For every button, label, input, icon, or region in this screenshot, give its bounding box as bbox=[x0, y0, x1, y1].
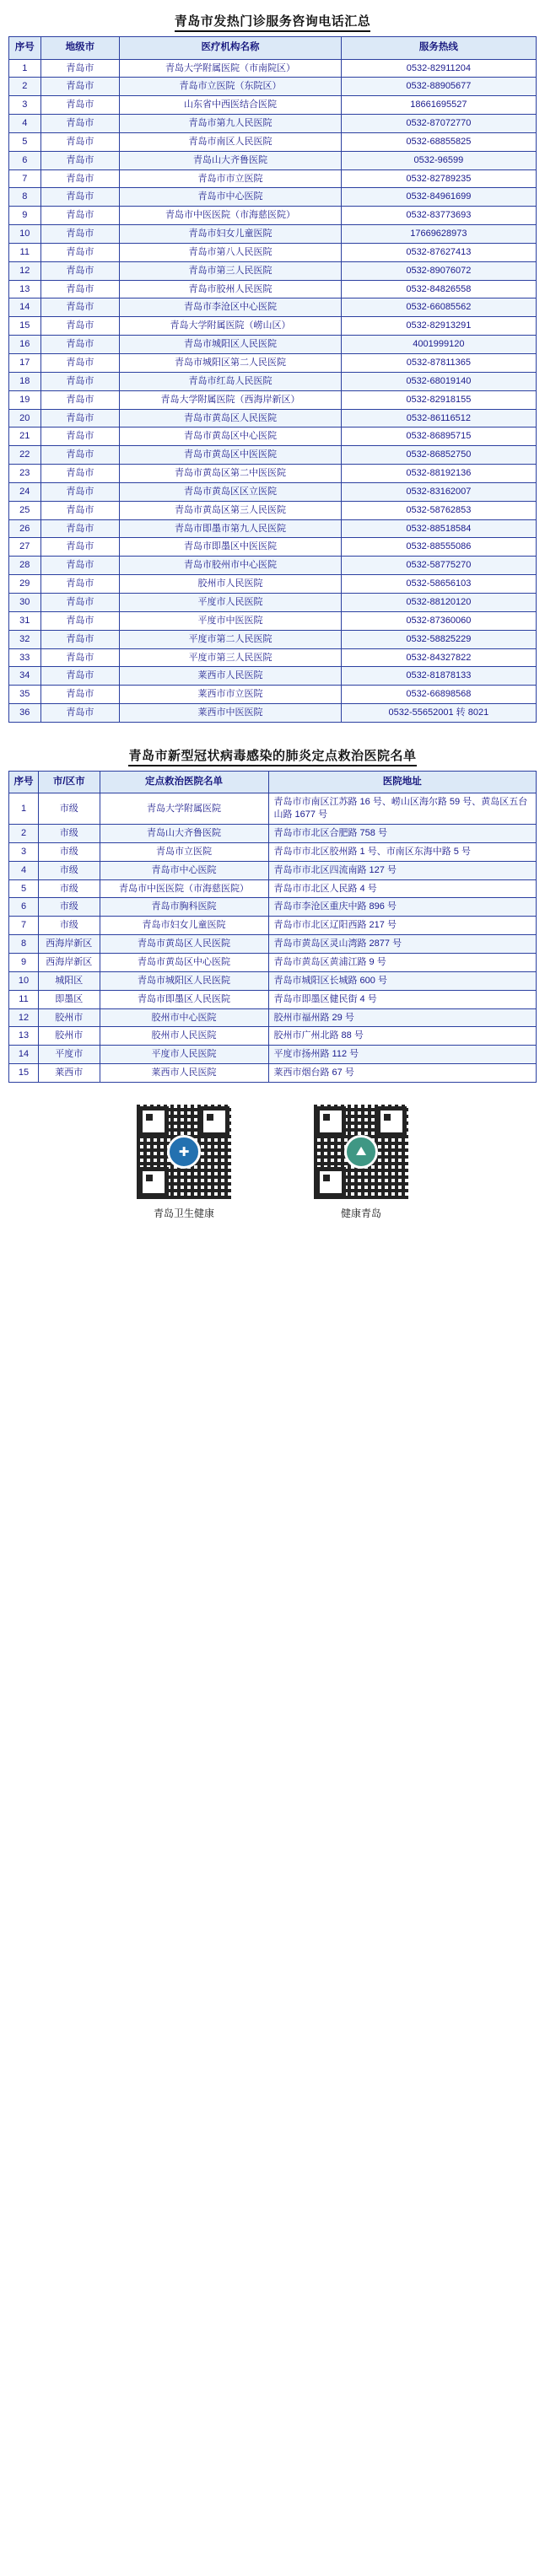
table-row bbox=[9, 842, 537, 861]
table-header-row bbox=[9, 37, 537, 60]
cell-city: 青岛市 bbox=[40, 390, 120, 409]
table-row bbox=[9, 954, 537, 972]
cell-index: 10 bbox=[9, 971, 39, 990]
cell-index: 21 bbox=[9, 428, 41, 446]
cell-index: 16 bbox=[9, 336, 41, 354]
qr-finder-top-left-icon bbox=[138, 1106, 169, 1137]
cell-hotline: 0532-82918155 bbox=[341, 390, 536, 409]
table-row bbox=[9, 207, 537, 225]
cell-city: 青岛市 bbox=[40, 519, 120, 538]
qr-code-section bbox=[8, 1105, 537, 1220]
cell-hotline: 0532-66085562 bbox=[341, 298, 536, 317]
cell-index: 35 bbox=[9, 686, 41, 704]
cell-index: 13 bbox=[9, 1027, 39, 1046]
table-row bbox=[9, 409, 537, 428]
cell-city: 青岛市 bbox=[40, 630, 120, 648]
cell-index: 4 bbox=[9, 861, 39, 879]
cell-institution: 青岛市黄岛区中心医院 bbox=[120, 428, 342, 446]
table-row bbox=[9, 59, 537, 78]
cell-hospital: 胶州市中心医院 bbox=[100, 1008, 268, 1027]
cell-city: 青岛市 bbox=[40, 611, 120, 630]
cell-hotline: 0532-55652001 转 8021 bbox=[341, 704, 536, 723]
cell-city: 青岛市 bbox=[40, 593, 120, 611]
cell-institution: 莱西市中医医院 bbox=[120, 704, 342, 723]
cell-index: 6 bbox=[9, 898, 39, 917]
cell-hotline: 0532-58775270 bbox=[341, 557, 536, 575]
cell-index: 8 bbox=[9, 188, 41, 207]
table-row bbox=[9, 225, 537, 244]
table-row bbox=[9, 1008, 537, 1027]
cell-city: 青岛市 bbox=[40, 298, 120, 317]
table-row bbox=[9, 280, 537, 298]
cell-index: 33 bbox=[9, 648, 41, 667]
table-row bbox=[9, 990, 537, 1008]
section1-title bbox=[8, 12, 537, 30]
cell-city: 青岛市 bbox=[40, 667, 120, 686]
cell-hotline: 0532-84826558 bbox=[341, 280, 536, 298]
column-header-hospital: 定点救治医院名单 bbox=[100, 771, 268, 793]
cell-hospital: 青岛山大齐鲁医院 bbox=[100, 825, 268, 843]
cell-hotline: 0532-86116512 bbox=[341, 409, 536, 428]
table-row bbox=[9, 686, 537, 704]
cell-institution: 莱西市人民医院 bbox=[120, 667, 342, 686]
cell-hospital: 青岛市黄岛区人民医院 bbox=[100, 935, 268, 954]
cell-hotline: 0532-86852750 bbox=[341, 446, 536, 465]
fever-clinic-table-body bbox=[9, 59, 537, 722]
cell-hospital: 青岛市中心医院 bbox=[100, 861, 268, 879]
cell-hotline: 0532-82789235 bbox=[341, 169, 536, 188]
table-row bbox=[9, 132, 537, 151]
cell-index: 14 bbox=[9, 1046, 39, 1064]
cell-institution: 青岛市中医医院（市海慈医院） bbox=[120, 207, 342, 225]
cell-index: 19 bbox=[9, 390, 41, 409]
cell-institution: 青岛市黄岛区区立医院 bbox=[120, 482, 342, 501]
cell-hotline: 0532-81878133 bbox=[341, 667, 536, 686]
cell-index: 22 bbox=[9, 446, 41, 465]
column-header-district: 市/区市 bbox=[39, 771, 100, 793]
table-row bbox=[9, 482, 537, 501]
cell-city: 青岛市 bbox=[40, 354, 120, 373]
table-row bbox=[9, 501, 537, 519]
section-spacer bbox=[8, 723, 537, 741]
table-row bbox=[9, 898, 537, 917]
cell-institution: 青岛市第八人民医院 bbox=[120, 243, 342, 261]
cell-index: 6 bbox=[9, 151, 41, 169]
cell-institution: 青岛市城阳区第二人民医院 bbox=[120, 354, 342, 373]
table-row bbox=[9, 1046, 537, 1064]
cell-index: 24 bbox=[9, 482, 41, 501]
cell-hotline: 0532-88120120 bbox=[341, 593, 536, 611]
cell-index: 15 bbox=[9, 1064, 39, 1083]
cell-institution: 青岛市南区人民医院 bbox=[120, 132, 342, 151]
cell-index: 2 bbox=[9, 825, 39, 843]
cell-index: 2 bbox=[9, 78, 41, 96]
table-row bbox=[9, 115, 537, 133]
table-row bbox=[9, 538, 537, 557]
cell-district: 城阳区 bbox=[39, 971, 100, 990]
cell-address: 青岛市市南区江苏路 16 号、崂山区海尔路 59 号、黄岛区五台山路 1677 号 bbox=[268, 793, 537, 825]
cell-institution: 莱西市市立医院 bbox=[120, 686, 342, 704]
city-logo-icon: ⛰ bbox=[344, 1135, 378, 1169]
cell-hotline: 0532-87811365 bbox=[341, 354, 536, 373]
cell-district: 平度市 bbox=[39, 1046, 100, 1064]
cell-city: 青岛市 bbox=[40, 465, 120, 483]
cell-hotline: 0532-82913291 bbox=[341, 317, 536, 336]
qr-label-health: 青岛卫生健康 bbox=[153, 1207, 214, 1219]
column-header-address: 医院地址 bbox=[268, 771, 537, 793]
cell-institution: 青岛大学附属医院（市南院区） bbox=[120, 59, 342, 78]
cell-hospital: 青岛市中医医院（市海慈医院） bbox=[100, 879, 268, 898]
qr-label-city: 健康青岛 bbox=[340, 1207, 381, 1219]
cell-index: 13 bbox=[9, 280, 41, 298]
cell-district: 市级 bbox=[39, 793, 100, 825]
cell-hotline: 0532-58656103 bbox=[341, 575, 536, 594]
cell-city: 青岛市 bbox=[40, 78, 120, 96]
table-row bbox=[9, 372, 537, 390]
cell-city: 青岛市 bbox=[40, 428, 120, 446]
cell-hospital: 莱西市人民医院 bbox=[100, 1064, 268, 1083]
cell-district: 市级 bbox=[39, 917, 100, 935]
cell-address: 青岛市李沧区重庆中路 896 号 bbox=[268, 898, 537, 917]
table-row bbox=[9, 354, 537, 373]
cell-index: 8 bbox=[9, 935, 39, 954]
cell-index: 28 bbox=[9, 557, 41, 575]
table-row bbox=[9, 630, 537, 648]
table-row bbox=[9, 793, 537, 825]
cell-address: 青岛市城阳区长城路 600 号 bbox=[268, 971, 537, 990]
cell-institution: 青岛山大齐鲁医院 bbox=[120, 151, 342, 169]
cell-index: 7 bbox=[9, 917, 39, 935]
cell-index: 30 bbox=[9, 593, 41, 611]
table-row bbox=[9, 336, 537, 354]
cell-institution: 青岛市市立医院 bbox=[120, 169, 342, 188]
cell-city: 青岛市 bbox=[40, 704, 120, 723]
cell-address: 青岛市黄岛区灵山湾路 2877 号 bbox=[268, 935, 537, 954]
table-row bbox=[9, 78, 537, 96]
cell-hotline: 0532-88518584 bbox=[341, 519, 536, 538]
table-row bbox=[9, 935, 537, 954]
cell-institution: 青岛市黄岛区第三人民医院 bbox=[120, 501, 342, 519]
qr-finder-top-right-icon bbox=[376, 1106, 407, 1137]
cell-institution: 青岛大学附属医院（西海岸新区） bbox=[120, 390, 342, 409]
cell-hotline: 17669628973 bbox=[341, 225, 536, 244]
cell-institution: 青岛市立医院（东院区） bbox=[120, 78, 342, 96]
cell-hospital: 青岛市城阳区人民医院 bbox=[100, 971, 268, 990]
cell-city: 青岛市 bbox=[40, 575, 120, 594]
cell-index: 4 bbox=[9, 115, 41, 133]
cell-city: 青岛市 bbox=[40, 501, 120, 519]
table-row bbox=[9, 261, 537, 280]
cell-district: 即墨区 bbox=[39, 990, 100, 1008]
cell-city: 青岛市 bbox=[40, 96, 120, 115]
designated-hospital-table-body bbox=[9, 793, 537, 1083]
cell-city: 青岛市 bbox=[40, 59, 120, 78]
cell-index: 11 bbox=[9, 990, 39, 1008]
table-row bbox=[9, 169, 537, 188]
cell-address: 青岛市市北区胶州路 1 号、市南区东海中路 5 号 bbox=[268, 842, 537, 861]
cell-district: 市级 bbox=[39, 825, 100, 843]
cell-city: 青岛市 bbox=[40, 243, 120, 261]
qr-code-city-icon[interactable] bbox=[314, 1105, 408, 1199]
cell-index: 18 bbox=[9, 372, 41, 390]
table-row bbox=[9, 593, 537, 611]
cell-district: 市级 bbox=[39, 898, 100, 917]
cell-city: 青岛市 bbox=[40, 280, 120, 298]
cell-institution: 平度市中医医院 bbox=[120, 611, 342, 630]
cell-hospital: 平度市人民医院 bbox=[100, 1046, 268, 1064]
table-row bbox=[9, 971, 537, 990]
designated-hospital-table bbox=[8, 771, 537, 1083]
cell-city: 青岛市 bbox=[40, 482, 120, 501]
column-header-index: 序号 bbox=[9, 771, 39, 793]
document-page bbox=[0, 0, 545, 1234]
qr-finder-top-right-icon bbox=[199, 1106, 229, 1137]
cell-institution: 青岛市即墨市第九人民医院 bbox=[120, 519, 342, 538]
cell-hotline: 0532-68855825 bbox=[341, 132, 536, 151]
cell-address: 平度市扬州路 112 号 bbox=[268, 1046, 537, 1064]
cell-index: 12 bbox=[9, 261, 41, 280]
table-row bbox=[9, 446, 537, 465]
cell-institution: 青岛市即墨区中医医院 bbox=[120, 538, 342, 557]
cell-city: 青岛市 bbox=[40, 207, 120, 225]
cell-hotline: 0532-66898568 bbox=[341, 686, 536, 704]
cell-hotline: 0532-88905677 bbox=[341, 78, 536, 96]
cell-institution: 青岛市妇女儿童医院 bbox=[120, 225, 342, 244]
table-row bbox=[9, 519, 537, 538]
cell-index: 29 bbox=[9, 575, 41, 594]
table-row bbox=[9, 188, 537, 207]
cell-hotline: 0532-84327822 bbox=[341, 648, 536, 667]
cell-hotline: 0532-88555086 bbox=[341, 538, 536, 557]
cell-hospital: 青岛市即墨区人民医院 bbox=[100, 990, 268, 1008]
cell-address: 胶州市福州路 29 号 bbox=[268, 1008, 537, 1027]
cell-hotline: 0532-84961699 bbox=[341, 188, 536, 207]
qr-finder-top-left-icon bbox=[316, 1106, 346, 1137]
cell-hotline: 0532-88192136 bbox=[341, 465, 536, 483]
table-row bbox=[9, 96, 537, 115]
column-header-institution: 医疗机构名称 bbox=[120, 37, 342, 60]
table-row bbox=[9, 879, 537, 898]
table-row bbox=[9, 611, 537, 630]
cell-institution: 青岛市第九人民医院 bbox=[120, 115, 342, 133]
cell-city: 青岛市 bbox=[40, 132, 120, 151]
cell-address: 青岛市市北区人民路 4 号 bbox=[268, 879, 537, 898]
cell-hotline: 0532-82911204 bbox=[341, 59, 536, 78]
cell-hotline: 0532-58825229 bbox=[341, 630, 536, 648]
cell-institution: 青岛市第三人民医院 bbox=[120, 261, 342, 280]
cell-hospital: 胶州市人民医院 bbox=[100, 1027, 268, 1046]
cell-institution: 青岛市李沧区中心医院 bbox=[120, 298, 342, 317]
qr-block-city bbox=[306, 1105, 416, 1220]
cell-hotline: 0532-58762853 bbox=[341, 501, 536, 519]
cell-institution: 青岛大学附属医院（崂山区） bbox=[120, 317, 342, 336]
cell-institution: 山东省中西医结合医院 bbox=[120, 96, 342, 115]
cell-hotline: 0532-96599 bbox=[341, 151, 536, 169]
cell-index: 11 bbox=[9, 243, 41, 261]
cell-address: 青岛市黄岛区黄浦江路 9 号 bbox=[268, 954, 537, 972]
cell-index: 1 bbox=[9, 793, 39, 825]
cell-city: 青岛市 bbox=[40, 409, 120, 428]
table-row bbox=[9, 861, 537, 879]
cell-city: 青岛市 bbox=[40, 648, 120, 667]
cell-address: 胶州市广州北路 88 号 bbox=[268, 1027, 537, 1046]
cell-city: 青岛市 bbox=[40, 538, 120, 557]
table-header-row bbox=[9, 771, 537, 793]
cell-city: 青岛市 bbox=[40, 261, 120, 280]
cell-city: 青岛市 bbox=[40, 317, 120, 336]
cell-index: 31 bbox=[9, 611, 41, 630]
cell-index: 17 bbox=[9, 354, 41, 373]
cell-index: 5 bbox=[9, 879, 39, 898]
cell-index: 23 bbox=[9, 465, 41, 483]
cell-district: 市级 bbox=[39, 842, 100, 861]
cell-hospital: 青岛市妇女儿童医院 bbox=[100, 917, 268, 935]
column-header-index: 序号 bbox=[9, 37, 41, 60]
qr-block-health bbox=[129, 1105, 239, 1220]
cell-institution: 青岛市胶州人民医院 bbox=[120, 280, 342, 298]
table-row bbox=[9, 917, 537, 935]
cell-index: 34 bbox=[9, 667, 41, 686]
cell-index: 1 bbox=[9, 59, 41, 78]
cell-address: 青岛市市北区合肥路 758 号 bbox=[268, 825, 537, 843]
cell-city: 青岛市 bbox=[40, 188, 120, 207]
cell-index: 10 bbox=[9, 225, 41, 244]
qr-code-health-icon[interactable] bbox=[137, 1105, 231, 1199]
cell-hospital: 青岛大学附属医院 bbox=[100, 793, 268, 825]
cell-index: 12 bbox=[9, 1008, 39, 1027]
cell-hospital: 青岛市黄岛区中心医院 bbox=[100, 954, 268, 972]
cell-institution: 青岛市黄岛区中医医院 bbox=[120, 446, 342, 465]
cell-hotline: 0532-87627413 bbox=[341, 243, 536, 261]
health-logo-icon: ✚ bbox=[167, 1135, 201, 1169]
cell-district: 胶州市 bbox=[39, 1027, 100, 1046]
cell-hotline: 0532-68019140 bbox=[341, 372, 536, 390]
table-row bbox=[9, 465, 537, 483]
cell-address: 青岛市市北区辽阳西路 217 号 bbox=[268, 917, 537, 935]
cell-index: 7 bbox=[9, 169, 41, 188]
cell-hotline: 0532-87072770 bbox=[341, 115, 536, 133]
cell-institution: 青岛市黄岛区人民医院 bbox=[120, 409, 342, 428]
cell-hotline: 0532-87360060 bbox=[341, 611, 536, 630]
cell-index: 3 bbox=[9, 96, 41, 115]
cell-city: 青岛市 bbox=[40, 686, 120, 704]
table-row bbox=[9, 648, 537, 667]
fever-clinic-hotline-table bbox=[8, 36, 537, 723]
table-row bbox=[9, 243, 537, 261]
cell-district: 西海岸新区 bbox=[39, 935, 100, 954]
cell-index: 15 bbox=[9, 317, 41, 336]
cell-institution: 青岛市红岛人民医院 bbox=[120, 372, 342, 390]
table-row bbox=[9, 704, 537, 723]
table-row bbox=[9, 151, 537, 169]
cell-institution: 青岛市城阳区人民医院 bbox=[120, 336, 342, 354]
cell-index: 32 bbox=[9, 630, 41, 648]
cell-index: 26 bbox=[9, 519, 41, 538]
table-row bbox=[9, 557, 537, 575]
cell-index: 9 bbox=[9, 207, 41, 225]
cell-address: 青岛市即墨区健民街 4 号 bbox=[268, 990, 537, 1008]
cell-index: 3 bbox=[9, 842, 39, 861]
cell-hotline: 18661695527 bbox=[341, 96, 536, 115]
table-row bbox=[9, 1027, 537, 1046]
cell-hotline: 0532-83773693 bbox=[341, 207, 536, 225]
cell-city: 青岛市 bbox=[40, 169, 120, 188]
cell-index: 27 bbox=[9, 538, 41, 557]
cell-district: 市级 bbox=[39, 879, 100, 898]
table-row bbox=[9, 1064, 537, 1083]
cell-address: 莱西市烟台路 67 号 bbox=[268, 1064, 537, 1083]
cell-hotline: 0532-83162007 bbox=[341, 482, 536, 501]
table-row bbox=[9, 825, 537, 843]
cell-index: 14 bbox=[9, 298, 41, 317]
table-row bbox=[9, 390, 537, 409]
cell-index: 25 bbox=[9, 501, 41, 519]
cell-hospital: 青岛市胸科医院 bbox=[100, 898, 268, 917]
table-row bbox=[9, 667, 537, 686]
table-row bbox=[9, 298, 537, 317]
qr-finder-bottom-left-icon bbox=[316, 1167, 346, 1197]
cell-hotline: 4001999120 bbox=[341, 336, 536, 354]
section2-title-text: 青岛市新型冠状病毒感染的肺炎定点救治医院名单 bbox=[128, 749, 416, 766]
cell-institution: 青岛市胶州市中心医院 bbox=[120, 557, 342, 575]
section1-title-text: 青岛市发热门诊服务咨询电话汇总 bbox=[175, 14, 371, 32]
section2-title bbox=[8, 746, 537, 764]
cell-institution: 平度市第二人民医院 bbox=[120, 630, 342, 648]
cell-index: 20 bbox=[9, 409, 41, 428]
cell-district: 胶州市 bbox=[39, 1008, 100, 1027]
cell-city: 青岛市 bbox=[40, 225, 120, 244]
cell-institution: 青岛市中心医院 bbox=[120, 188, 342, 207]
cell-city: 青岛市 bbox=[40, 336, 120, 354]
cell-district: 莱西市 bbox=[39, 1064, 100, 1083]
column-header-city: 地级市 bbox=[40, 37, 120, 60]
cell-hospital: 青岛市立医院 bbox=[100, 842, 268, 861]
cell-index: 36 bbox=[9, 704, 41, 723]
table-row bbox=[9, 317, 537, 336]
cell-city: 青岛市 bbox=[40, 557, 120, 575]
cell-institution: 平度市人民医院 bbox=[120, 593, 342, 611]
cell-district: 市级 bbox=[39, 861, 100, 879]
cell-city: 青岛市 bbox=[40, 372, 120, 390]
cell-institution: 青岛市黄岛区第二中医医院 bbox=[120, 465, 342, 483]
cell-hotline: 0532-89076072 bbox=[341, 261, 536, 280]
column-header-hotline: 服务热线 bbox=[341, 37, 536, 60]
cell-city: 青岛市 bbox=[40, 446, 120, 465]
cell-city: 青岛市 bbox=[40, 115, 120, 133]
cell-district: 西海岸新区 bbox=[39, 954, 100, 972]
cell-index: 5 bbox=[9, 132, 41, 151]
cell-city: 青岛市 bbox=[40, 151, 120, 169]
cell-address: 青岛市市北区四流南路 127 号 bbox=[268, 861, 537, 879]
cell-index: 9 bbox=[9, 954, 39, 972]
cell-institution: 平度市第三人民医院 bbox=[120, 648, 342, 667]
table-row bbox=[9, 575, 537, 594]
table-row bbox=[9, 428, 537, 446]
cell-institution: 胶州市人民医院 bbox=[120, 575, 342, 594]
cell-hotline: 0532-86895715 bbox=[341, 428, 536, 446]
qr-finder-bottom-left-icon bbox=[138, 1167, 169, 1197]
